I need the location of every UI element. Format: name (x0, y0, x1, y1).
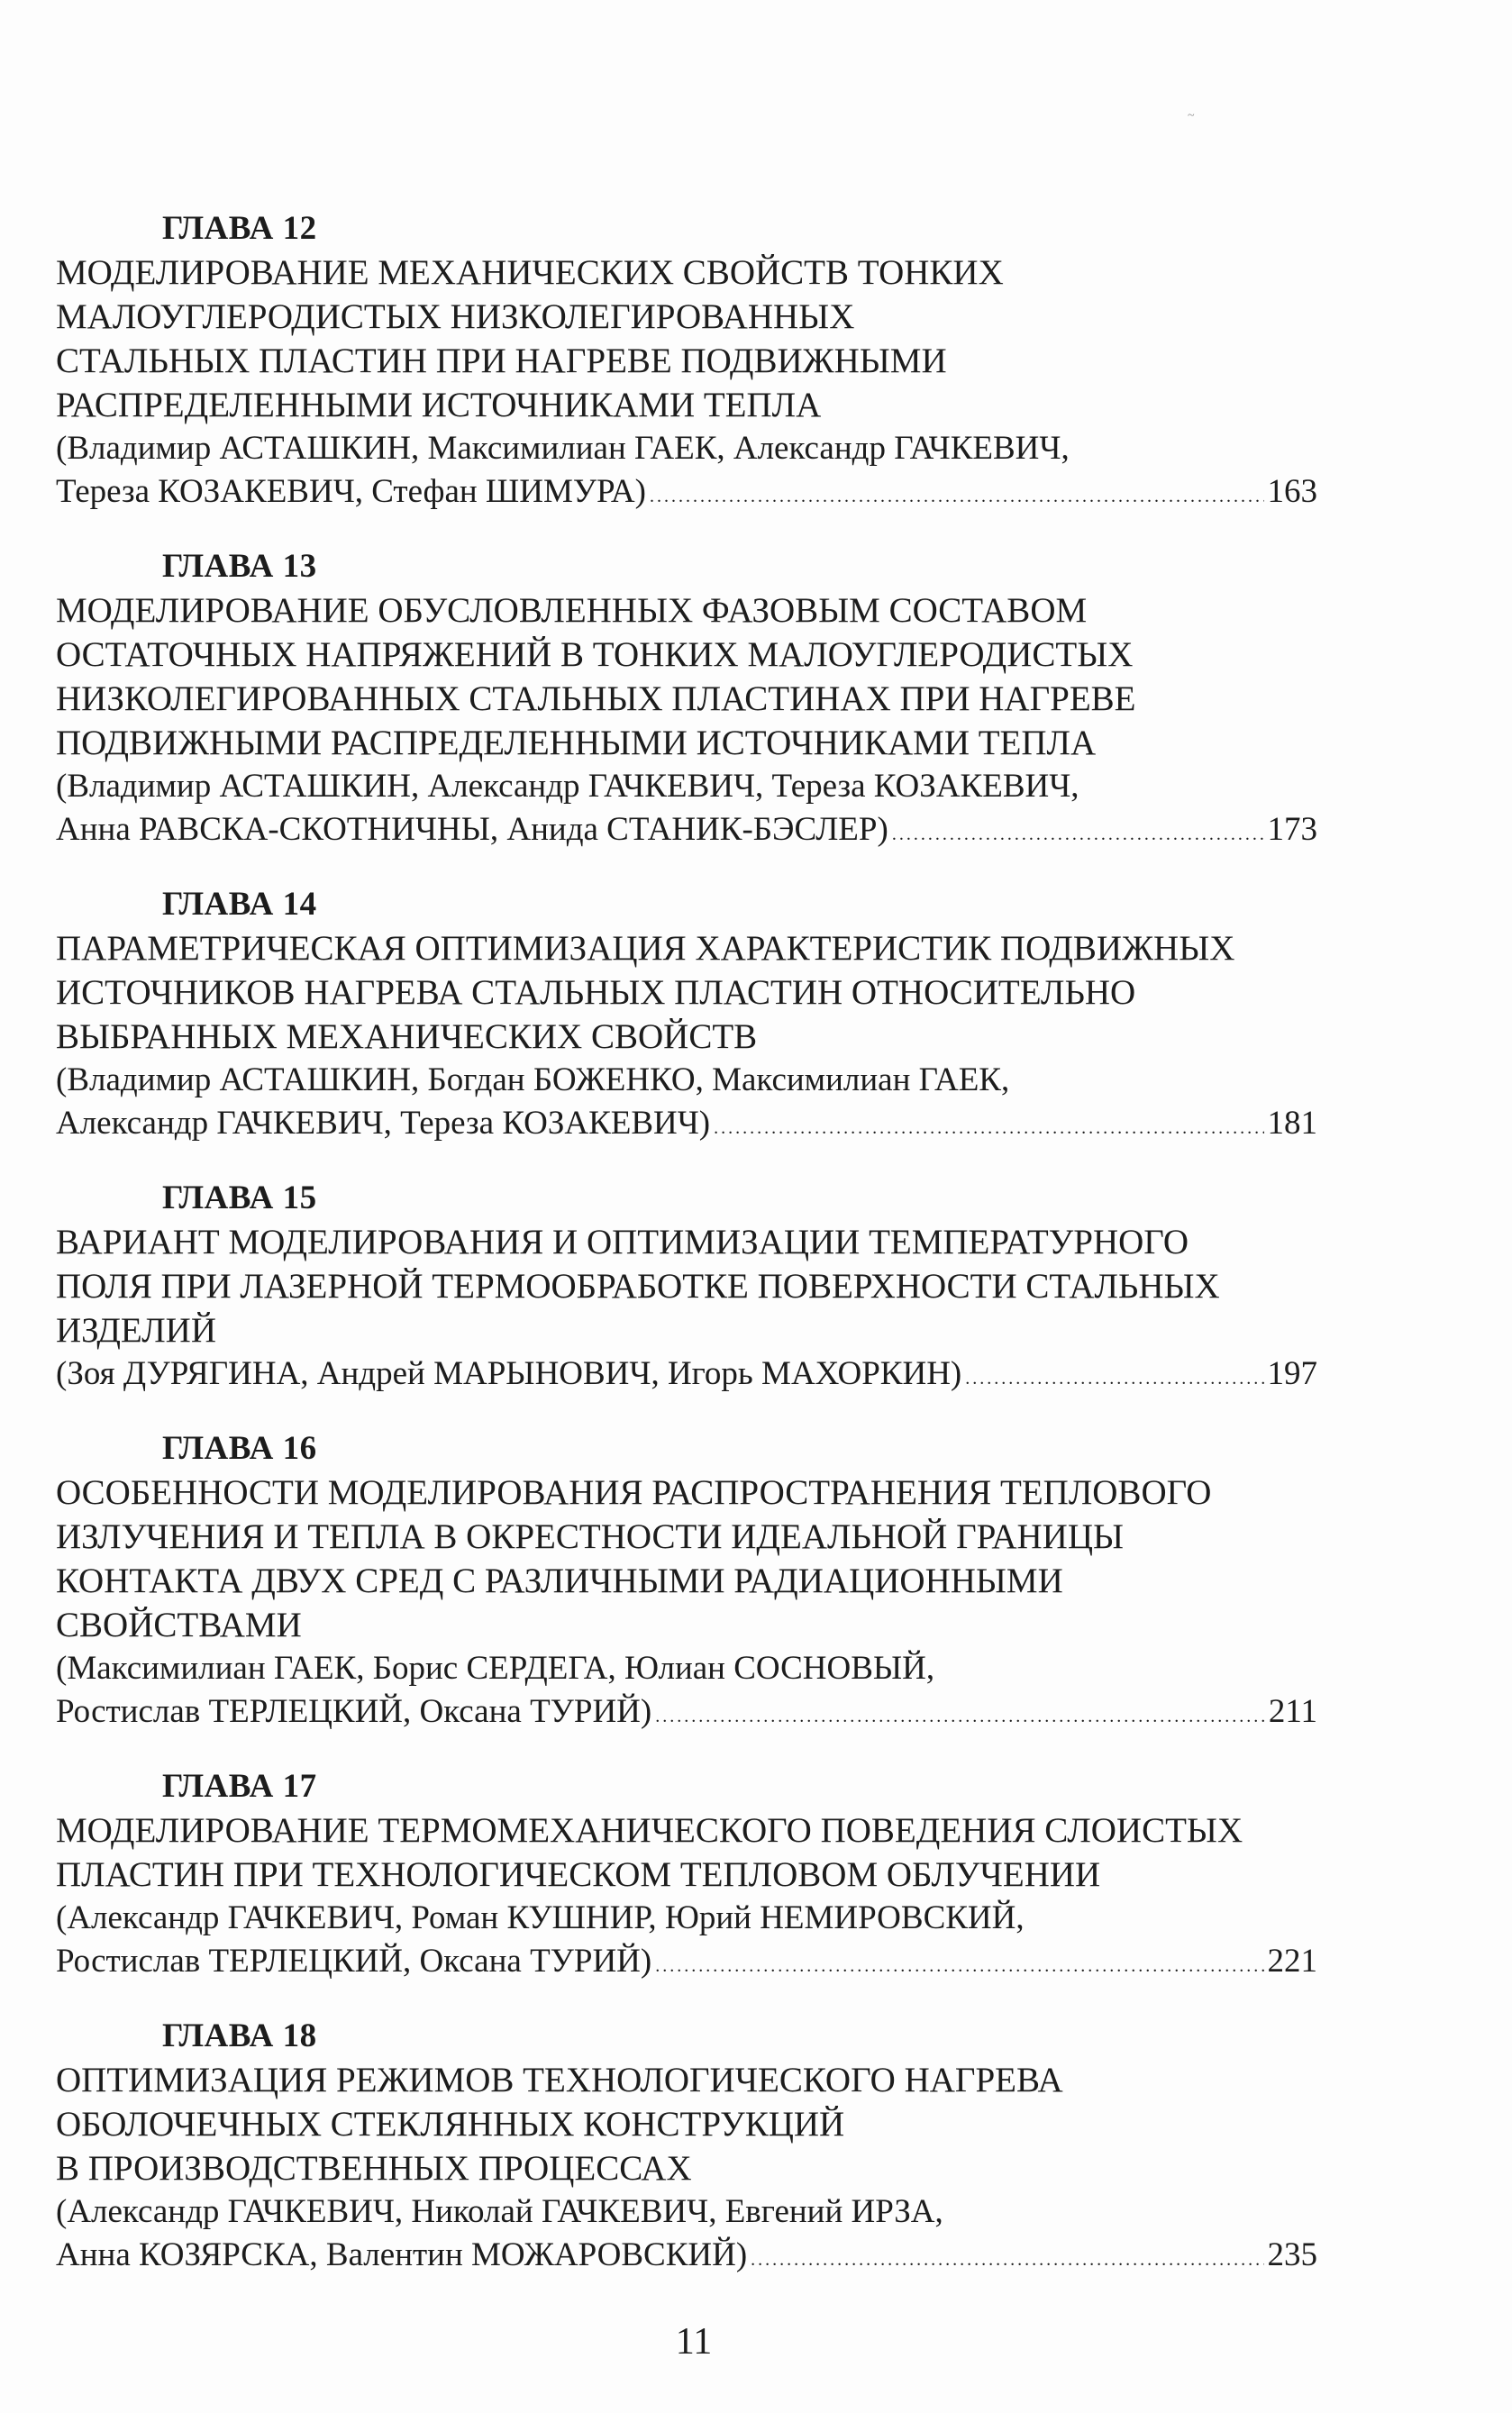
chapter-title: ПАРАМЕТРИЧЕСКАЯ ОПТИМИЗАЦИЯ ХАРАКТЕРИСТИК ПОДВИЖНЫХ ИСТОЧНИКОВ НАГРЕВА СТАЛЬНЫХ ПЛАСТИН ОТНОСИТЕЛЬНО ВЫБРАННЫХ МЕХАНИЧЕСКИХ СВОЙСТВ (56, 929, 1235, 1056)
toc-entry-chapter-18[interactable] (56, 2015, 1317, 2281)
chapter-authors-last-line (56, 808, 1317, 856)
chapter-label: ГЛАВА 13 (162, 548, 317, 585)
chapter-authors-last-line (56, 1940, 1317, 1988)
chapter-page-number: 197 (1267, 1355, 1317, 1392)
chapter-authors-last-line (56, 470, 1317, 518)
chapter-label: ГЛАВА 18 (162, 2017, 317, 2054)
chapter-authors-line: Ростислав ТЕРЛЕЦКИЙ, Оксана ТУРИЙ) (56, 1943, 652, 1980)
toc-entry-chapter-13[interactable] (56, 545, 1317, 856)
chapter-authors-line: (Максимилиан ГАЕК, Борис СЕРДЕГА, Юлиан СОСНОВЫЙ, (56, 1650, 935, 1687)
dot-leader (655, 1940, 1263, 1988)
chapter-label: ГЛАВА 16 (162, 1430, 317, 1467)
dot-leader (892, 808, 1264, 856)
chapter-label: ГЛАВА 12 (162, 210, 317, 247)
chapter-page-number: 211 (1268, 1693, 1317, 1730)
chapter-title: ВАРИАНТ МОДЕЛИРОВАНИЯ И ОПТИМИЗАЦИИ ТЕМПЕРАТУРНОГО ПОЛЯ ПРИ ЛАЗЕРНОЙ ТЕРМООБРАБОТКЕ ПОВЕРХНОСТИ СТАЛЬНЫХ ИЗДЕЛИЙ (56, 1223, 1220, 1350)
dot-leader (714, 1102, 1263, 1150)
chapter-page-number: 163 (1267, 473, 1317, 510)
chapter-authors-line: (Владимир АСТАШКИН, Богдан БОЖЕНКО, Максимилиан ГАЕК, (56, 1061, 1010, 1098)
chapter-authors-line: (Александр ГАЧКЕВИЧ, Роман КУШНИР, Юрий НЕМИРОВСКИЙ, (56, 1899, 1025, 1936)
chapter-authors-line: Ростислав ТЕРЛЕЦКИЙ, Оксана ТУРИЙ) (56, 1693, 652, 1730)
toc-entry-chapter-16[interactable] (56, 1427, 1317, 1738)
chapter-title: МОДЕЛИРОВАНИЕ МЕХАНИЧЕСКИХ СВОЙСТВ ТОНКИХ МАЛОУГЛЕРОДИСТЫХ НИЗКОЛЕГИРОВАННЫХ СТАЛЬНЫХ ПЛАСТИН ПРИ НАГРЕВЕ ПОДВИЖНЫМИ РАСПРЕДЕЛЕННЫМИ ИСТОЧНИКАМИ ТЕПЛА (56, 253, 1004, 424)
dot-leader (650, 470, 1264, 518)
chapter-authors-last-line (56, 1102, 1317, 1150)
toc-entry-chapter-15[interactable] (56, 1177, 1317, 1400)
chapter-label: ГЛАВА 14 (162, 886, 317, 923)
chapter-title: ОПТИМИЗАЦИЯ РЕЖИМОВ ТЕХНОЛОГИЧЕСКОГО НАГРЕВА ОБОЛОЧЕЧНЫХ СТЕКЛЯННЫХ КОНСТРУКЦИЙ В ПРОИЗВОДСТВЕННЫХ ПРОЦЕССАХ (56, 2061, 1063, 2188)
chapter-page-number: 173 (1267, 811, 1317, 848)
chapter-title: МОДЕЛИРОВАНИЕ ОБУСЛОВЛЕННЫХ ФАЗОВЫМ СОСТАВОМ ОСТАТОЧНЫХ НАПРЯЖЕНИЙ В ТОНКИХ МАЛОУГЛЕРОДИСТЫХ НИЗКОЛЕГИРОВАННЫХ СТАЛЬНЫХ ПЛАСТИНАХ ПРИ НАГРЕВЕ ПОДВИЖНЫМИ РАСПРЕДЕЛЕННЫМИ ИСТОЧНИКАМИ ТЕПЛА (56, 591, 1136, 762)
chapter-authors-last-line (56, 2234, 1317, 2281)
chapter-authors-line: Александр ГАЧКЕВИЧ, Тереза КОЗАКЕВИЧ) (56, 1105, 711, 1142)
toc-entry-chapter-14[interactable] (56, 883, 1317, 1150)
chapter-authors-last-line (56, 1690, 1317, 1738)
chapter-title: ОСОБЕННОСТИ МОДЕЛИРОВАНИЯ РАСПРОСТРАНЕНИЯ ТЕПЛОВОГО ИЗЛУЧЕНИЯ И ТЕПЛА В ОКРЕСТНОСТИ ИДЕАЛЬНОЙ ГРАНИЦЫ КОНТАКТА ДВУХ СРЕД С РАЗЛИЧНЫМИ РАДИАЦИОННЫМИ СВОЙСТВАМИ (56, 1473, 1212, 1644)
chapter-title: МОДЕЛИРОВАНИЕ ТЕРМОМЕХАНИЧЕСКОГО ПОВЕДЕНИЯ СЛОИСТЫХ ПЛАСТИН ПРИ ТЕХНОЛОГИЧЕСКОМ ТЕПЛОВОМ ОБЛУЧЕНИИ (56, 1811, 1243, 1894)
toc-entry-chapter-12[interactable] (56, 207, 1317, 518)
toc-entry-chapter-17[interactable] (56, 1765, 1317, 1988)
chapter-authors-line: (Владимир АСТАШКИН, Александр ГАЧКЕВИЧ, Тереза КОЗАКЕВИЧ, (56, 768, 1079, 805)
chapter-page-number: 235 (1267, 2236, 1317, 2273)
chapter-label: ГЛАВА 15 (162, 1179, 317, 1216)
dot-leader (751, 2234, 1263, 2281)
chapter-authors-line: (Александр ГАЧКЕВИЧ, Николай ГАЧКЕВИЧ, Евгений ИРЗА, (56, 2193, 943, 2230)
chapter-authors-line: Тереза КОЗАКЕВИЧ, Стефан ШИМУРА) (56, 473, 646, 510)
chapter-authors-line: (Зоя ДУРЯГИНА, Андрей МАРЫНОВИЧ, Игорь МАХОРКИН) (56, 1355, 962, 1392)
chapter-authors-last-line (56, 1352, 1317, 1400)
chapter-authors-line: Анна РАВСКА-СКОТНИЧНЫ, Анида СТАНИК-БЭСЛЕР) (56, 811, 888, 848)
dot-leader (655, 1690, 1265, 1738)
dot-leader (965, 1352, 1263, 1400)
page-number: 11 (675, 2321, 713, 2363)
chapter-page-number: 181 (1267, 1105, 1317, 1142)
chapter-page-number: 221 (1267, 1943, 1317, 1980)
scan-speck: ~ (1188, 109, 1195, 123)
chapter-authors-line: Анна КОЗЯРСКА, Валентин МОЖАРОВСКИЙ) (56, 2236, 748, 2273)
chapter-authors-line: (Владимир АСТАШКИН, Максимилиан ГАЕК, Александр ГАЧКЕВИЧ, (56, 430, 1070, 467)
chapter-label: ГЛАВА 17 (162, 1768, 317, 1805)
table-of-contents (56, 207, 1317, 2308)
